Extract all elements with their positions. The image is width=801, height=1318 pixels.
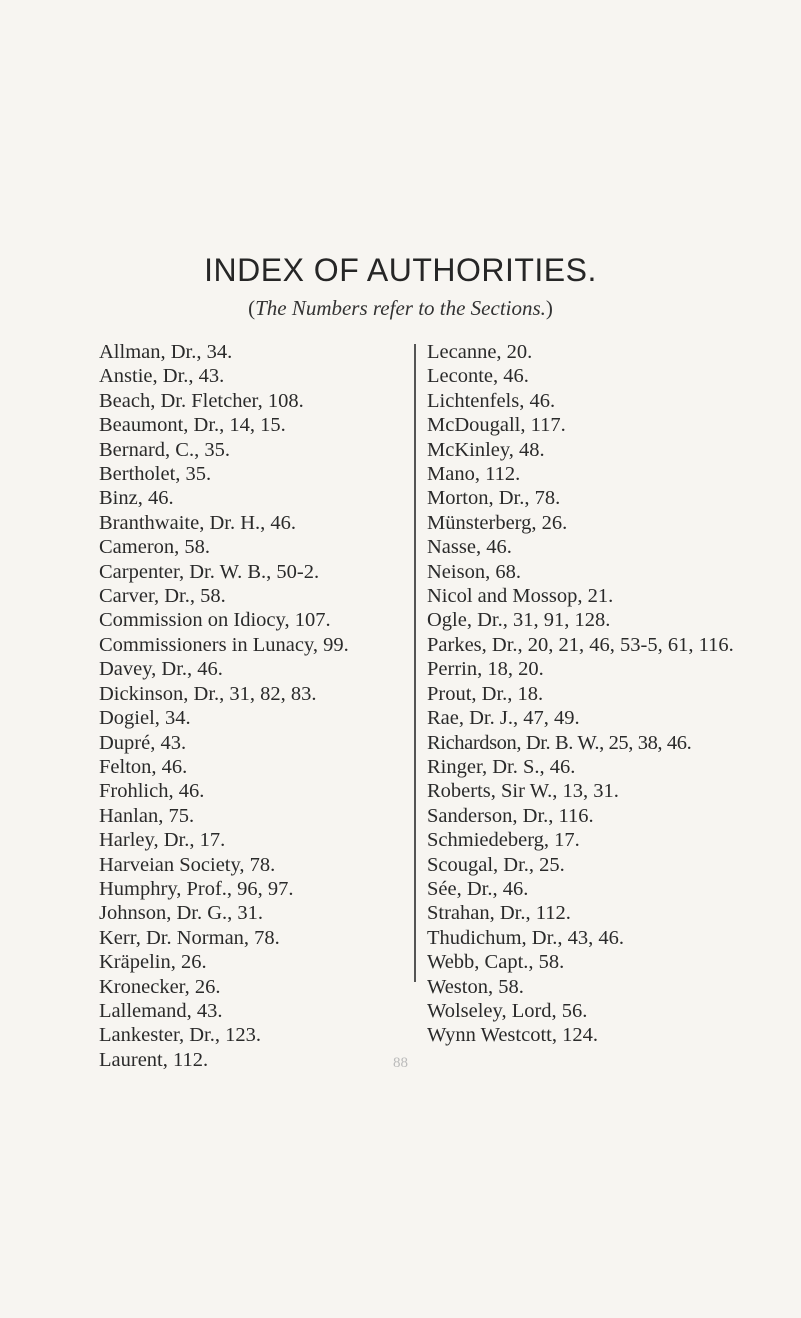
index-entry: Beaumont, Dr., 14, 15. — [99, 414, 286, 437]
page-number: 88 — [393, 1055, 408, 1071]
index-entry: Scougal, Dr., 25. — [427, 853, 565, 876]
index-entry: Commissioners in Lunacy, 99. — [99, 633, 349, 656]
index-entry: McDougall, 117. — [427, 414, 566, 437]
index-entry: Dickinson, Dr., 31, 82, 83. — [99, 682, 317, 705]
index-entry: Allman, Dr., 34. — [99, 341, 233, 363]
index-entry: Kronecker, 26. — [99, 975, 221, 998]
index-entry: Parkes, Dr., 20, 21, 46, 53-5, 61, 116. — [427, 633, 734, 656]
index-entry: Commission on Idiocy, 107. — [99, 609, 331, 632]
index-entry: Sanderson, Dr., 116. — [427, 804, 594, 827]
index-entry: Ogle, Dr., 31, 91, 128. — [427, 609, 611, 632]
index-entry: Bernard, C., 35. — [99, 438, 230, 461]
index-entry: Felton, 46. — [99, 755, 188, 778]
index-entry: Neison, 68. — [427, 560, 521, 583]
index-entry: Binz, 46. — [99, 487, 174, 510]
index-entry: Ringer, Dr. S., 46. — [427, 755, 576, 778]
index-entry: Frohlich, 46. — [99, 780, 205, 803]
index-entry: Carver, Dr., 58. — [99, 585, 226, 608]
index-entry: Harveian Society, 78. — [99, 853, 276, 876]
subtitle-close-paren: ) — [545, 296, 553, 320]
index-entry: Nicol and Mossop, 21. — [427, 585, 614, 608]
index-column-left — [99, 340, 409, 1072]
index-entry: Perrin, 18, 20. — [427, 658, 544, 681]
index-entry: Schmiedeberg, 17. — [427, 829, 580, 852]
index-entry: Branthwaite, Dr. H., 46. — [99, 511, 296, 534]
index-entry: Anstie, Dr., 43. — [99, 365, 225, 388]
index-entry: Laurent, 112. — [99, 1048, 209, 1071]
index-entry: Lallemand, 43. — [99, 999, 223, 1022]
index-entry: Bertholet, 35. — [99, 463, 212, 486]
index-entry: Rae, Dr. J., 47, 49. — [427, 707, 580, 730]
index-entry: Nasse, 46. — [427, 536, 512, 559]
index-entry: Leconte, 46. — [427, 365, 529, 388]
index-entry: Lecanne, 20. — [427, 341, 533, 363]
index-entry: Richardson, Dr. B. W., 25, 38, 46. — [427, 731, 692, 754]
index-entry: Dogiel, 34. — [99, 707, 191, 730]
index-entry: Wynn Westcott, 124. — [427, 1024, 598, 1047]
index-entry: Münsterberg, 26. — [427, 511, 568, 534]
index-entry: Thudichum, Dr., 43, 46. — [427, 926, 625, 949]
index-entry: Davey, Dr., 46. — [99, 658, 223, 681]
subtitle-open-paren: ( — [248, 296, 256, 320]
index-entry: Wolseley, Lord, 56. — [427, 999, 588, 1022]
index-entry: Mano, 112. — [427, 463, 521, 486]
index-column-right — [427, 340, 787, 1048]
index-entry: Webb, Capt., 58. — [427, 951, 565, 974]
index-entry: Cameron, 58. — [99, 536, 211, 559]
index-entry: Harley, Dr., 17. — [99, 829, 226, 852]
index-entry: Humphry, Prof., 96, 97. — [99, 877, 294, 900]
index-entry: Carpenter, Dr. W. B., 50-2. — [99, 560, 320, 583]
index-entry: Lankester, Dr., 123. — [99, 1024, 261, 1047]
index-entry: Kerr, Dr. Norman, 78. — [99, 926, 280, 949]
page-title: INDEX OF AUTHORITIES. — [204, 252, 597, 288]
index-entry: Prout, Dr., 18. — [427, 682, 544, 705]
index-entry: Kräpelin, 26. — [99, 951, 207, 974]
column-divider — [414, 344, 416, 982]
index-entry: Beach, Dr. Fletcher, 108. — [99, 389, 304, 412]
index-entry: Johnson, Dr. G., 31. — [99, 902, 264, 925]
index-entry: Sée, Dr., 46. — [427, 877, 529, 900]
index-entry: Hanlan, 75. — [99, 804, 195, 827]
subtitle — [0, 296, 801, 321]
index-entry: Morton, Dr., 78. — [427, 487, 561, 510]
index-entry: Dupré, 43. — [99, 731, 187, 754]
index-entry: Weston, 58. — [427, 975, 524, 998]
index-entry: McKinley, 48. — [427, 438, 545, 461]
index-entry: Lichtenfels, 46. — [427, 389, 556, 412]
subtitle-text: The Numbers refer to the Sections. — [255, 296, 546, 320]
index-entry: Strahan, Dr., 112. — [427, 902, 571, 925]
index-entry: Roberts, Sir W., 13, 31. — [427, 780, 619, 803]
